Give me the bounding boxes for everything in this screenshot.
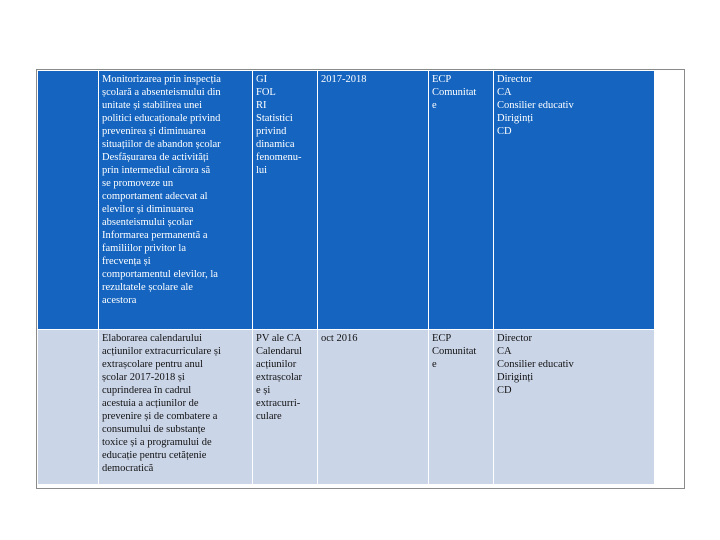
text-line: acțiunilor extracurriculare și bbox=[102, 346, 221, 357]
text-line: extrașcolar bbox=[256, 372, 303, 383]
text-line: culare bbox=[256, 411, 282, 422]
responsible-cell bbox=[494, 71, 655, 330]
text-line: ECP bbox=[432, 74, 452, 85]
text-line: Calendarul bbox=[256, 346, 303, 357]
text-line: absenteismului școlar bbox=[102, 217, 193, 228]
text-line: CA bbox=[497, 87, 512, 98]
text-line: democratică bbox=[102, 463, 154, 474]
text-line: ECP bbox=[432, 333, 452, 344]
bullet-cell bbox=[38, 330, 99, 485]
resources-text bbox=[256, 332, 314, 423]
text-line: Comunitat bbox=[432, 346, 477, 357]
text-line: școlar 2017-2018 și bbox=[102, 372, 185, 383]
text-line: prin intermediul cărora să bbox=[102, 165, 211, 176]
text-line: Statistici bbox=[256, 113, 293, 124]
text-line: acestora bbox=[102, 295, 137, 306]
text-line: RI bbox=[256, 100, 267, 111]
resources-cell bbox=[253, 71, 318, 330]
partners-text bbox=[432, 332, 490, 371]
text-line: lui bbox=[256, 165, 268, 176]
text-line: dinamica bbox=[256, 139, 295, 150]
text-line: Diriginți bbox=[497, 113, 534, 124]
text-line: Director bbox=[497, 333, 532, 344]
text-line: fenomenu- bbox=[256, 152, 302, 163]
partners-text bbox=[432, 73, 490, 112]
text-line: Consilier educativ bbox=[497, 359, 574, 370]
text-line: elevilor și diminuarea bbox=[102, 204, 194, 215]
text-line: educație pentru cetățenie bbox=[102, 450, 207, 461]
table-row bbox=[38, 71, 655, 330]
activity-text bbox=[102, 73, 249, 307]
text-line: CD bbox=[497, 385, 512, 396]
action-plan-table bbox=[37, 70, 655, 485]
text-line: e bbox=[432, 359, 437, 370]
activity-cell bbox=[99, 71, 253, 330]
text-line: consumului de substanțe bbox=[102, 424, 206, 435]
text-line: unitate și stabilirea unei bbox=[102, 100, 203, 111]
text-line: extracurri- bbox=[256, 398, 301, 409]
text-line: FOL bbox=[256, 87, 276, 98]
table-row bbox=[38, 330, 655, 485]
text-line: Desfășurarea de activități bbox=[102, 152, 209, 163]
text-line: se promoveze un bbox=[102, 178, 174, 189]
text-line: Comunitat bbox=[432, 87, 477, 98]
text-line: familiilor privitor la bbox=[102, 243, 186, 254]
text-line: prevenirea și diminuarea bbox=[102, 126, 206, 137]
text-line: e și bbox=[256, 385, 271, 396]
text-line: Informarea permanentă a bbox=[102, 230, 208, 241]
responsible-text bbox=[497, 332, 651, 397]
term-text bbox=[321, 332, 425, 345]
resources-text bbox=[256, 73, 314, 177]
responsible-cell bbox=[494, 330, 655, 485]
text-line: politici educaționale privind bbox=[102, 113, 221, 124]
text-line: Elaborarea calendarului bbox=[102, 333, 202, 344]
text-line: rezultatele școlare ale bbox=[102, 282, 193, 293]
partners-cell bbox=[429, 330, 494, 485]
responsible-text bbox=[497, 73, 651, 138]
text-line: Director bbox=[497, 74, 532, 85]
text-line: oct 2016 bbox=[321, 333, 358, 344]
text-line: privind bbox=[256, 126, 287, 137]
text-line: acțiunilor bbox=[256, 359, 297, 370]
bullet-cell bbox=[38, 71, 99, 330]
text-line: extrașcolare pentru anul bbox=[102, 359, 203, 370]
text-line: PV ale CA bbox=[256, 333, 302, 344]
text-line: GI bbox=[256, 74, 268, 85]
text-line: frecvența și bbox=[102, 256, 151, 267]
term-cell bbox=[318, 71, 429, 330]
text-line: e bbox=[432, 100, 437, 111]
text-line: situațiilor de abandon școlar bbox=[102, 139, 221, 150]
text-line: Monitorizarea prin inspecția bbox=[102, 74, 221, 85]
activity-cell bbox=[99, 330, 253, 485]
text-line: CD bbox=[497, 126, 512, 137]
term-text bbox=[321, 73, 425, 86]
activity-text bbox=[102, 332, 249, 475]
text-line: cuprinderea în cadrul bbox=[102, 385, 192, 396]
text-line: Diriginți bbox=[497, 372, 534, 383]
text-line: 2017-2018 bbox=[321, 74, 367, 85]
text-line: Consilier educativ bbox=[497, 100, 574, 111]
resources-cell bbox=[253, 330, 318, 485]
text-line: școlară a absenteismului din bbox=[102, 87, 221, 98]
partners-cell bbox=[429, 71, 494, 330]
text-line: CA bbox=[497, 346, 512, 357]
term-cell bbox=[318, 330, 429, 485]
text-line: comportament adecvat al bbox=[102, 191, 208, 202]
text-line: acestuia a acțiunilor de bbox=[102, 398, 199, 409]
text-line: toxice și a programului de bbox=[102, 437, 212, 448]
text-line: comportamentul elevilor, la bbox=[102, 269, 218, 280]
text-line: prevenire și de combatere a bbox=[102, 411, 218, 422]
